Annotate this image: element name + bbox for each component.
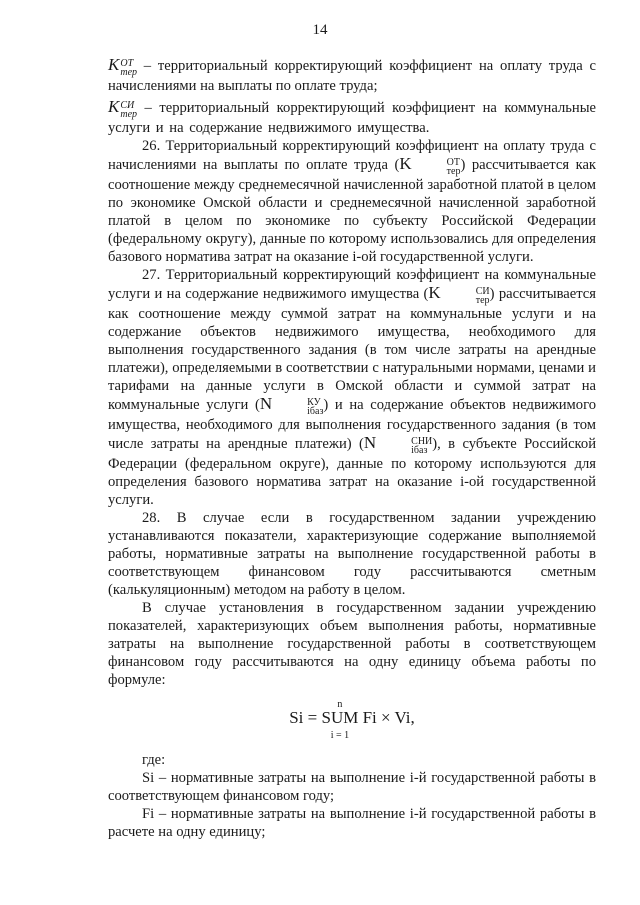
paragraph-28: 28. В случае если в государственном задании учреждению устанавливаются показатели, характеризующие содержание выполняемой работы, нормативные затраты на выполнение государственной работы в соответствующем финансовом году рассчитываются сметным (калькуляционным) методом на работу в целом. [108, 510, 596, 598]
sum-upper-limit: n [337, 699, 343, 710]
definition-si: Si – нормативные затраты на выполнение i-й государственной работы в соответствующем финансовом году; [108, 770, 596, 804]
paragraph-27: 27. Территориальный корректирующий коэффициент на коммунальные услуги и на содержание недвижимого имущества (K СИ тер ) рассчитывается как соотношение между суммой затрат на коммунальные услуги и на содержание объектов недвижимого имущества, необходимого для выполнения государственного задания (в том числе затраты на арендные платежи), определяемыми в соответствии с натуральными нормами, ценами и тарифами на данные услуги в Омской области и суммой затрат на коммунальные услуги (N КУ iбаз ) и на содержание объектов недвижимого имущества, необходимого для выполнения государственного задания (в том числе затраты на арендные платежи) (N СНИ iбаз ), в субъекте Российской Федерации (федеральном округе), данные по которому используются для определения базового норматива затрат на оказание i-ой государственной услуги. [108, 267, 597, 508]
formula [108, 695, 596, 741]
n-ku-symbol: N КУ iбаз [259, 394, 324, 417]
n-sni-symbol: N СНИ iбаз [363, 433, 433, 456]
paragraph-29: В случае установления в государственном задании учреждению показателей, характеризующих объем выполнения работы, нормативные затраты на выполнение государственной работы в соответствующем финансовом году рассчитываются на одну единицу объема работы по формуле: [108, 600, 596, 688]
definition-fi: Fi – нормативные затраты на выполнение i-й государственной работы в расчете на одну единицу; [108, 806, 596, 840]
k-si-symbol: K СИ тер [108, 97, 138, 120]
formula-sum: n SUM i = 1 [321, 709, 358, 727]
document-body [108, 50, 596, 841]
k-si-inline: K СИ тер [428, 283, 490, 306]
paragraph-26: 26. Территориальный корректирующий коэффициент на оплату труда с начислениями на выплаты по оплате труда (K ОТ тер ) рассчитывается как соотношение между среднемесячной начисленной заработной платой в целом по экономике Омской области и среднемесячной начисленной заработной платой в целом по экономике по субъекту Российской Федерации (федеральному округу), данные по которому использовались для определения базового норматива затрат на оказание i-ой государственной услуги. [108, 138, 597, 265]
where-label: где: [142, 752, 166, 768]
definition-k-si: K СИ тер – территориальный корректирующий коэффициент на коммунальные услуги и на содержание недвижимого имущества. [108, 97, 596, 136]
formula-right: Fi × Vi, [358, 708, 415, 727]
k-ot-inline: K ОТ тер [399, 154, 461, 177]
formula-left: Si = [289, 708, 322, 727]
definition-k-ot: K ОТ тер – территориальный корректирующий коэффициент на оплату труда с начислениями на выплаты по оплате труда; [108, 55, 596, 94]
k-ot-symbol: K ОТ тер [108, 55, 138, 78]
page-number: 14 [312, 22, 328, 38]
sum-lower-limit: i = 1 [330, 730, 350, 741]
